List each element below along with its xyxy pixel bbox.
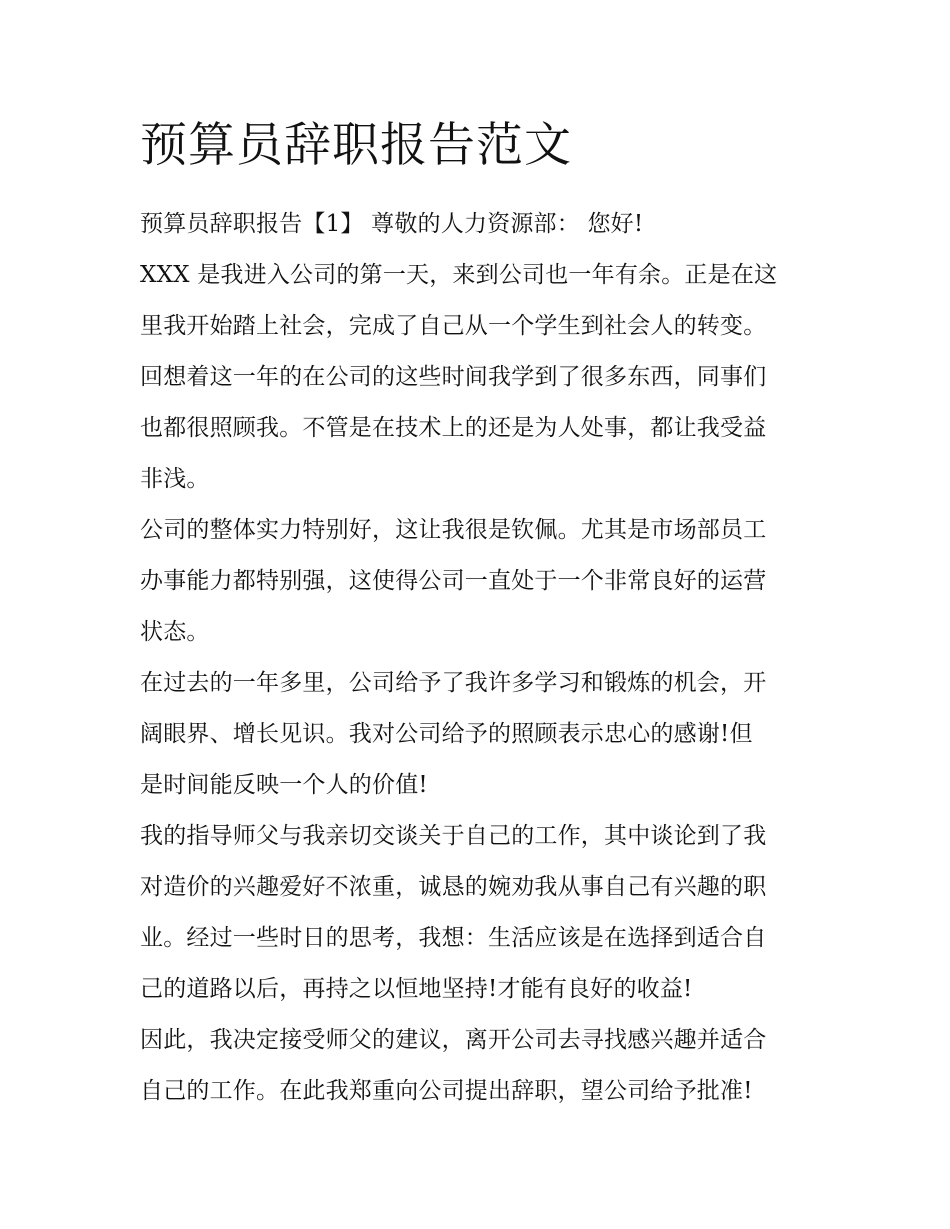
body-line: 自己的工作。在此我郑重向公司提出辞职，望公司给予批准! [140,1078,753,1104]
body-line: 阔眼界、增长见识。我对公司给予的照顾表示忠心的感谢!但 [140,721,753,747]
body-line: 在过去的一年多里，公司给予了我许多学习和锻炼的机会，开 [140,670,767,696]
body-line: 办事能力都特别强，这使得公司一直处于一个非常良好的运营 [140,568,767,594]
body-line: XXX 是我进入公司的第一天，来到公司也一年有余。正是在这 [140,262,778,288]
body-line: 因此，我决定接受师父的建议，离开公司去寻找感兴趣并适合 [140,1027,767,1053]
body-line: 里我开始踏上社会，完成了自己从一个学生到社会人的转变。 [140,313,767,339]
body-line: 回想着这一年的在公司的这些时间我学到了很多东西，同事们 [140,364,767,390]
body-line: 预算员辞职报告【1】 尊敬的人力资源部： 您好! [140,211,644,237]
body-line: 状态。 [140,619,210,645]
body-line: 公司的整体实力特别好，这让我很是钦佩。尤其是市场部员工 [140,517,767,543]
body-line: 非浅。 [140,466,210,492]
body-line: 是时间能反映一个人的价值! [140,772,428,798]
body-line: 也都很照顾我。不管是在技术上的还是为人处事，都让我受益 [140,415,767,441]
body-line: 业。经过一些时日的思考，我想：生活应该是在选择到适合自 [140,925,767,951]
body-line: 己的道路以后，再持之以恒地坚持!才能有良好的收益! [140,976,693,1002]
body-line: 对造价的兴趣爱好不浓重，诚恳的婉劝我从事自己有兴趣的职 [140,874,767,900]
document-title: 预算员辞职报告范文 [140,118,572,173]
body-line: 我的指导师父与我亲切交谈关于自己的工作，其中谈论到了我 [140,823,767,849]
document-body [140,199,830,1117]
